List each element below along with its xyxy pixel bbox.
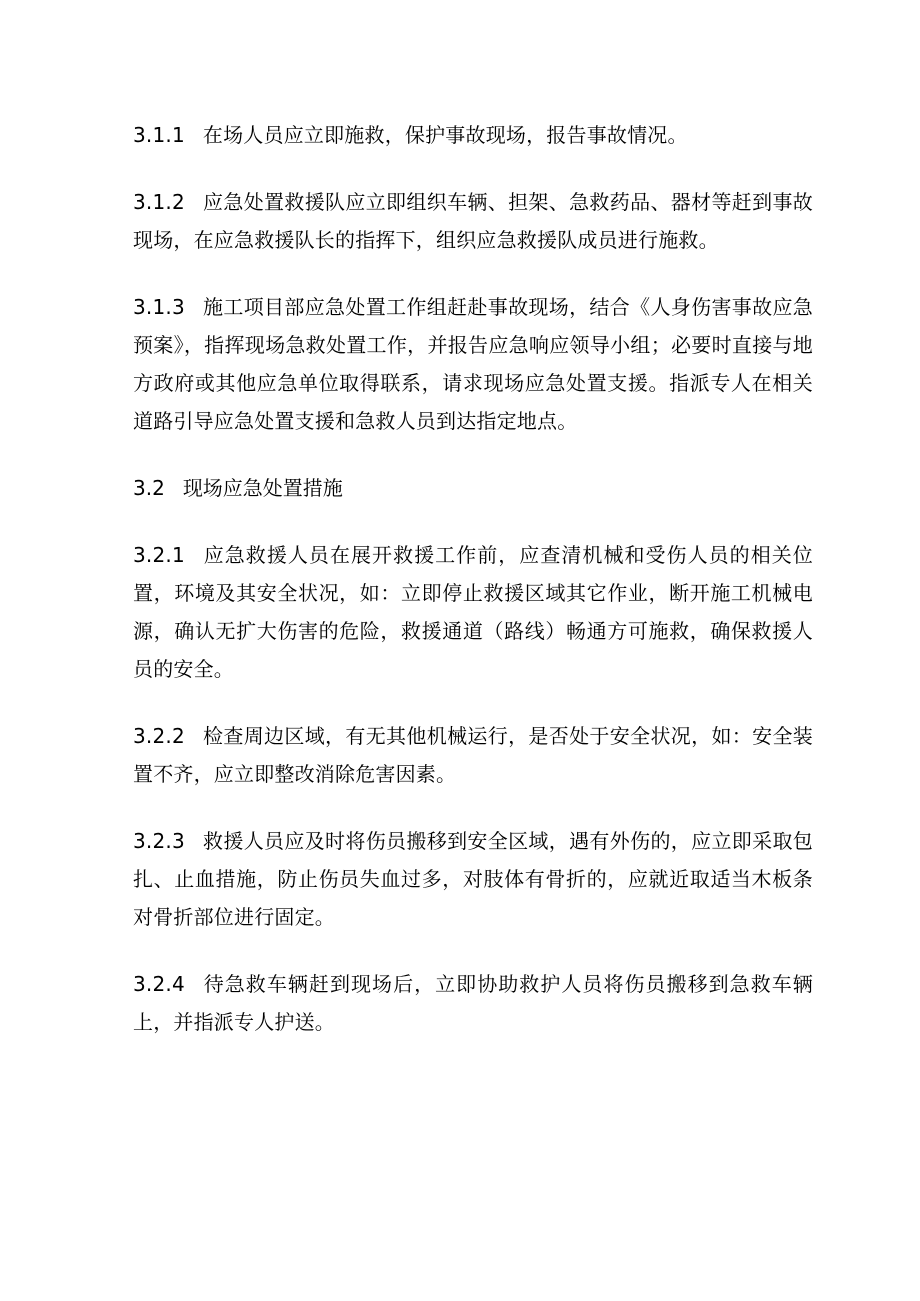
paragraph-3-2-4: [133, 965, 813, 1041]
paragraph-text: 救援人员应及时将伤员搬移到安全区域，遇有外伤的，应立即采取包扎、止血措施，防止伤员失血过多，对肢体有骨折的，应就近取适当木板条对骨折部位进行固定。: [133, 829, 813, 929]
paragraph-text: 应急救援人员在展开救援工作前，应查清机械和受伤人员的相关位置，环境及其安全状况，如：立即停止救援区域其它作业，断开施工机械电源，确认无扩大伤害的危险，救援通道（路线）畅通方可施救，确保救援人员的安全。: [133, 543, 813, 681]
paragraph-text: 在场人员应立即施救，保护事故现场，报告事故情况。: [202, 123, 688, 147]
section-number: 3.2: [133, 476, 165, 500]
paragraph-3-1-2: [133, 183, 813, 259]
paragraph-3-2-2: [133, 717, 813, 793]
paragraph-text: 应急处置救援队应立即组织车辆、担架、急救药品、器材等赶到事故现场，在应急救援队长的指挥下，组织应急救援队成员进行施救。: [133, 190, 813, 252]
section-number: 3.2.3: [133, 829, 185, 853]
section-number: 3.1.3: [133, 295, 185, 319]
section-number: 3.2.2: [133, 724, 185, 748]
section-heading-3-2: [133, 469, 813, 507]
paragraph-3-2-1: [133, 536, 813, 688]
section-number: 3.1.2: [133, 190, 185, 214]
paragraph-text: 检查周边区域，有无其他机械运行，是否处于安全状况，如：安全装置不齐，应立即整改消除危害因素。: [133, 724, 813, 786]
section-number: 3.2.1: [133, 543, 185, 567]
section-heading-text: 现场应急处置措施: [182, 476, 343, 500]
section-number: 3.1.1: [133, 123, 185, 147]
paragraph-text: 施工项目部应急处置工作组赶赴事故现场，结合《人身伤害事故应急预案》，指挥现场急救处置工作，并报告应急响应领导小组；必要时直接与地方政府或其他应急单位取得联系，请求现场应急处置支援。指派专人在相关道路引导应急处置支援和急救人员到达指定地点。: [133, 295, 813, 433]
paragraph-3-2-3: [133, 822, 813, 936]
paragraph-3-1-3: [133, 288, 813, 440]
section-number: 3.2.4: [133, 972, 185, 996]
paragraph-3-1-1: [133, 116, 813, 154]
document-body: [133, 116, 813, 1070]
paragraph-text: 待急救车辆赶到现场后，立即协助救护人员将伤员搬移到急救车辆上，并指派专人护送。: [133, 972, 813, 1034]
